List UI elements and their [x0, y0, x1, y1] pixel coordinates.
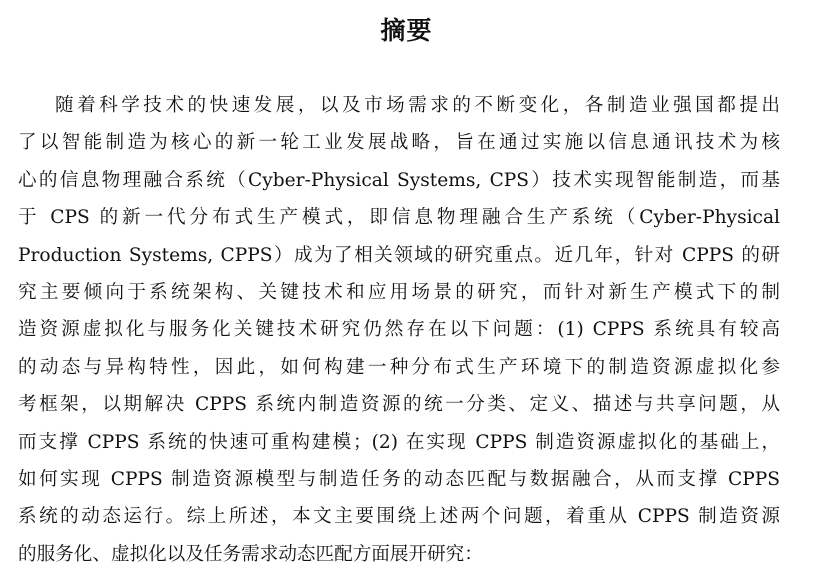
- body-line-2: 了以智能制造为核心的新一轮工业发展战略，旨在通过实施以信息通讯技术为核: [18, 132, 780, 154]
- body-line-10: 而支撑 CPPS 系统的快速可重构建模；(2) 在实现 CPPS 制造资源虚拟化的基础上，: [18, 431, 780, 453]
- body-line-8: 的动态与异构特性，因此，如何构建一种分布式生产环境下的制造资源虚拟化参: [18, 356, 780, 378]
- body-line-9: 考框架，以期解决 CPPS 系统内制造资源的统一分类、定义、描述与共享问题，从: [18, 394, 780, 416]
- body-line-12: 系统的动态运行。综上所述，本文主要围绕上述两个问题，着重从 CPPS 制造资源: [18, 506, 780, 528]
- body-line-7: 造资源虚拟化与服务化关键技术研究仍然存在以下问题：(1) CPPS 系统具有较高: [18, 319, 780, 341]
- body-line-13: 的服务化、虚拟化以及任务需求动态匹配方面展开研究：: [18, 543, 483, 565]
- body-line-11: 如何实现 CPPS 制造资源模型与制造任务的动态匹配与数据融合，从而支撑 CPPS: [18, 468, 780, 490]
- abstract-body: [18, 87, 780, 573]
- body-line-4: 于 CPS 的新一代分布式生产模式，即信息物理融合生产系统（Cyber-Physical: [18, 207, 780, 229]
- body-line-5: Production Systems, CPPS）成为了相关领域的研究重点。近几年，针对 CPPS 的研: [18, 244, 780, 266]
- abstract-title: 摘要: [380, 16, 433, 45]
- body-line-6: 究主要倾向于系统架构、关键技术和应用场景的研究，而针对新生产模式下的制: [18, 281, 780, 303]
- body-line-3: 心的信息物理融合系统（Cyber-Physical Systems, CPS）技术实现智能制造，而基: [18, 169, 780, 191]
- body-line-1: 随着科学技术的快速发展，以及市场需求的不断变化，各制造业强国都提出: [55, 95, 780, 116]
